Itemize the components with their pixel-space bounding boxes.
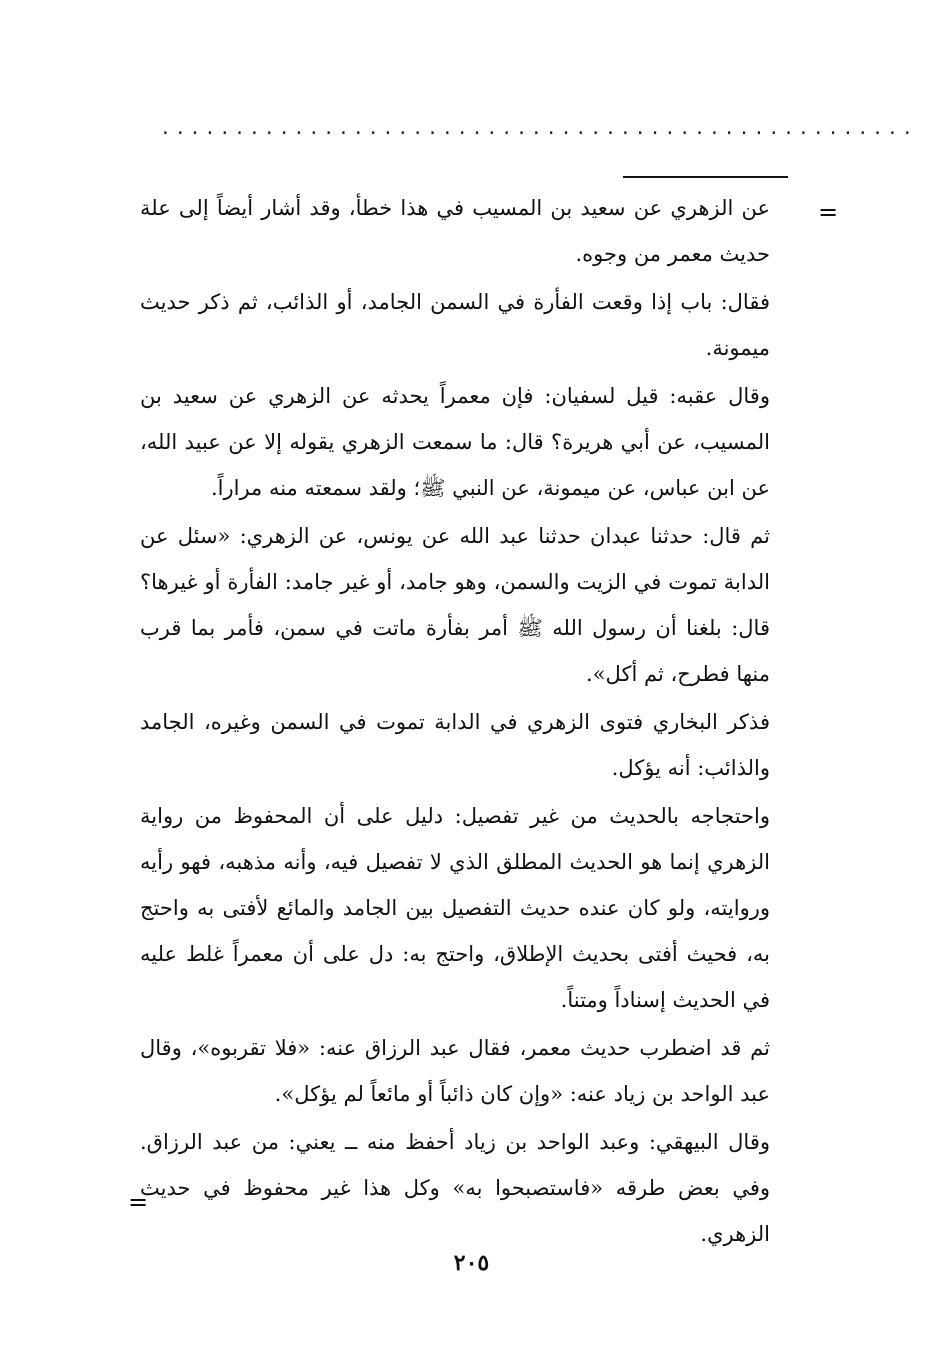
footnote-continuation-marker-top: =	[818, 198, 839, 226]
paragraph: وقال عقبه: قيل لسفيان: فإن معمراً يحدثه عن الزهري عن سعيد بن المسيب، عن أبي هريرة؟ قال: ما سمعت الزهري يقوله إلا عن عبيد الله، عن ابن عباس، عن ميمونة، عن النبي ﷺ؛ ولقد سمعته منه مراراً.	[140, 384, 770, 500]
footnote-rule	[623, 176, 788, 178]
separator-dots: ...................................................	[160, 118, 917, 139]
paragraph: فقال: باب إذا وقعت الفأرة في السمن الجامد، أو الذائب، ثم ذكر حديث ميمونة.	[140, 290, 770, 360]
footnote-text	[140, 185, 770, 1259]
footnote-continuation-marker-bottom: =	[128, 1188, 149, 1216]
paragraph: ثم قد اضطرب حديث معمر، فقال عبد الرزاق عنه: «فلا تقربوه»، وقال عبد الواحد بن زياد عنه: «وإن كان ذائباً أو مائعاً لم يؤكل».	[140, 1036, 770, 1106]
paragraph: فذكر البخاري فتوى الزهري في الدابة تموت في السمن وغيره، الجامد والذائب: أنه يؤكل.	[140, 710, 770, 780]
paragraph: واحتجاجه بالحديث من غير تفصيل: دليل على أن المحفوظ من رواية الزهري إنما هو الحديث المطلق الذي لا تفصيل فيه، وأنه مذهبه، فهو رأيه وروايته، ولو كان عنده حديث التفصيل بين الجامد والمائع لأفتى به واحتج به، فحيث أفتى بحديث الإطلاق، واحتج به: دل على أن معمراً غلط عليه في الحديث إسناداً ومتناً.	[140, 804, 770, 1012]
paragraph: عن الزهري عن سعيد بن المسيب في هذا خطأ، وقد أشار أيضاً إلى علة حديث معمر من وجوه.	[140, 196, 770, 266]
page-number: ٢٠٥	[453, 1250, 490, 1276]
paragraph: ثم قال: حدثنا عبدان حدثنا عبد الله عن يونس، عن الزهري: «سئل عن الدابة تموت في الزيت والسمن، وهو جامد، أو غير جامد: الفأرة أو غيرها؟ قال: بلغنا أن رسول الله ﷺ أمر بفأرة ماتت في سمن، فأمر بما قرب منها فطرح، ثم أكل».	[140, 524, 770, 686]
paragraph: وقال البيهقي: وعبد الواحد بن زياد أحفظ منه ــ يعني: من عبد الرزاق. وفي بعض طرقه «فاستصبحوا به» وكل هذا غير محفوظ في حديث الزهري.	[140, 1130, 770, 1246]
